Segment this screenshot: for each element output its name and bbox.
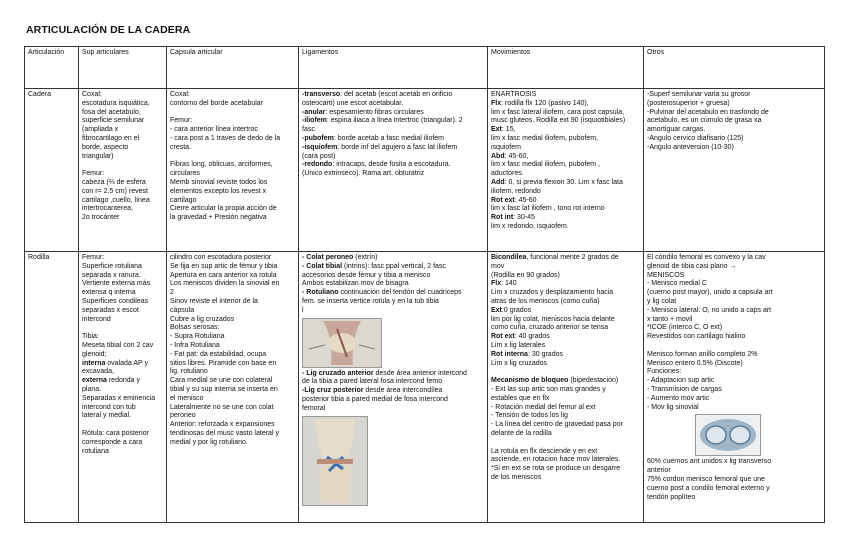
text-line: lig. rotuliano xyxy=(170,368,208,376)
text-line: 2o trocánter xyxy=(82,214,120,222)
text-line: Meseta tibial con 2 cav xyxy=(82,341,154,349)
text-line: excavada, xyxy=(82,368,114,376)
text-line: extensa q interna xyxy=(82,289,136,297)
text-line: Anterior: reforzada x expansiones xyxy=(170,421,275,429)
text-line: rotuliana xyxy=(82,447,109,455)
text-line: cabeza (⅔ de esfera xyxy=(82,178,146,186)
text-line: de los meniscos xyxy=(491,473,542,481)
text-line: cilindro con escotadura posterior xyxy=(170,254,272,261)
text-line: glenoid de tibia casi plano → xyxy=(647,262,737,270)
text-line xyxy=(491,368,640,377)
text-line: - Transmision de cargas xyxy=(647,385,722,393)
text-line: MENISCOS xyxy=(647,271,685,279)
rodilla-sup xyxy=(79,252,167,523)
text-line: lateral y medial. xyxy=(82,412,132,420)
header-sup-articulares: Sup articulares xyxy=(79,47,167,89)
rodilla-otros xyxy=(644,252,825,523)
text-line: corresponde a cara xyxy=(82,438,143,446)
knee-cruciate-image xyxy=(302,416,368,506)
text-line: - cara post a 1 traves de dedo de la xyxy=(170,134,281,142)
text-line xyxy=(82,421,163,430)
text-line: Ext: 15, xyxy=(491,126,516,134)
text-line: lim x fasc medial iliofem, pubofem , xyxy=(491,161,600,169)
text-line: peroneo xyxy=(170,412,196,420)
text-line: delante de la rodilla xyxy=(491,429,552,437)
text-line: intertrocanterea, xyxy=(82,205,133,213)
text-line: triangular) xyxy=(82,152,114,160)
cadera-movimientos xyxy=(488,89,644,252)
text-line: Cierre articular la propia acción de xyxy=(170,205,277,213)
text-line: (Rodilla en 90 grados) xyxy=(491,271,560,279)
text-line: Revestidos con cartilago hialino xyxy=(647,333,746,341)
text-line: fem. se inserta vertice rotula y en la tub tibia xyxy=(302,297,439,305)
text-line: *Si en ext se rota se produce un desgarre xyxy=(491,465,621,473)
text-line: -Angulo cervico diafisario (125) xyxy=(647,134,744,142)
text-line xyxy=(170,153,295,162)
text-line: medial y por lig rotuliano. xyxy=(170,438,248,446)
header-movimientos: Movimientos xyxy=(488,47,644,89)
text-line: lim x fasc medial iliofem, pubofem, xyxy=(491,134,598,142)
text-line: Fibras long, oblicuas, arciformes, xyxy=(170,161,273,169)
text-line: - Tensión de todos los lig xyxy=(491,412,568,420)
text-line: Lim x lig laterales xyxy=(491,341,546,349)
text-line: Lim x cruzados y desplazamiento hacia xyxy=(491,289,614,297)
text-line: con r= 2,5 cm) revest xyxy=(82,187,148,195)
text-line: osteocarti) une escot acetabular. xyxy=(302,99,404,107)
text-line: (cara post) xyxy=(302,152,336,160)
text-line: tibial y su sup interna se inserta en xyxy=(170,385,278,393)
text-line: estables que en flx xyxy=(491,394,550,402)
text-line: intercond xyxy=(82,315,111,323)
row-rodilla xyxy=(25,252,825,523)
cadera-ligamentos xyxy=(299,89,488,252)
text-line: el menisco xyxy=(170,394,204,402)
text-line: x tanto + movil xyxy=(647,315,693,323)
text-line: 75% cordon menisco femoral que une xyxy=(647,475,765,483)
text-line: cuerno post a condilo femoral externo y xyxy=(647,484,770,492)
text-line: interna ovalada AP y xyxy=(82,359,149,367)
text-line: mov xyxy=(491,262,505,270)
text-line: lim x fasc lateral iliofem, cara post capsula, xyxy=(491,108,625,116)
text-line: Superficie rotuliana xyxy=(82,262,142,270)
text-line: tendinosas del musc vasto lateral y xyxy=(170,429,279,437)
text-line xyxy=(82,161,163,170)
text-line: femoral xyxy=(302,404,326,412)
text-line: Tibia: xyxy=(82,333,99,341)
rodilla-otros-top xyxy=(647,254,821,412)
text-line: Abd: 45-60, xyxy=(491,152,529,160)
anatomy-table xyxy=(24,46,825,523)
knee-anatomy-image xyxy=(302,318,382,368)
text-line xyxy=(82,324,163,333)
text-line: iliofem, redondo xyxy=(491,187,541,195)
text-line: Femur: xyxy=(82,254,105,261)
text-line: - Colat peroneo (extrín) xyxy=(302,254,378,261)
text-line: y lig colat xyxy=(647,297,677,305)
text-line: Lim x lig cruzados xyxy=(491,359,548,367)
text-line: Rot interna: 30 grados xyxy=(491,350,563,358)
text-line: posterior tibia a pared medial de fosa intercond xyxy=(302,395,448,403)
text-line: Coxal: xyxy=(82,91,102,98)
text-line: aductores. xyxy=(491,170,524,178)
document-title: ARTICULACIÓN DE LA CADERA xyxy=(26,24,191,36)
text-line: (cuerno post mayor), unido a capsula art xyxy=(647,289,773,297)
rodilla-name: Rodilla xyxy=(25,252,79,523)
text-line: Se fija en sup artic de fémur y tibia xyxy=(170,262,278,270)
text-line: - Supra Rotuliana xyxy=(170,333,225,341)
text-line: fosa del acetabulo, xyxy=(82,108,141,116)
text-line: intercond con tub xyxy=(82,403,136,411)
text-line: Rot ext: 45-60 xyxy=(491,196,537,204)
cadera-name: Cadera xyxy=(25,89,79,252)
text-line: - Rotuliano continuación del tendón del cuadriceps xyxy=(302,289,462,297)
text-line: -anular: espesamiento fibras circulares xyxy=(302,108,424,116)
text-line: Ext:0 grados xyxy=(491,306,532,314)
text-line: Cara medial se une con colateral xyxy=(170,377,273,385)
text-line: (Unico extrinseco). Rama art. obturatriz xyxy=(302,170,425,178)
text-line: l xyxy=(302,306,304,314)
text-line: Bolsas serosas: xyxy=(170,324,220,332)
header-ligamentos: Ligamentos xyxy=(299,47,488,89)
text-line: tendón poplíteo xyxy=(647,493,696,501)
rodilla-ligamentos-bottom xyxy=(302,370,484,414)
text-line: - La línea del centro de gravedad pasa por xyxy=(491,421,623,429)
text-line: como cuña, cruzado anterior se tensa xyxy=(491,324,609,332)
text-line: escotadura isquiática, xyxy=(82,99,150,107)
text-line: Sinov reviste el interior de la xyxy=(170,297,258,305)
text-line: externa redonda y xyxy=(82,377,140,385)
text-line: circulares xyxy=(170,170,200,178)
text-line: Coxal: xyxy=(170,91,190,98)
text-line: (ampliada x xyxy=(82,126,119,134)
cadera-otros xyxy=(644,89,825,252)
text-line: elementos excepto los revest x xyxy=(170,187,267,195)
text-line: Menisco forman anillo completo 2% xyxy=(647,350,758,358)
text-line xyxy=(170,109,295,118)
text-line: - Menisco lateral: O, no unido a caps art xyxy=(647,306,772,314)
text-line: la gravedad + Presión negativa xyxy=(170,214,267,222)
text-line: cápsula xyxy=(170,306,195,314)
text-line: - Menisco medial C xyxy=(647,280,707,288)
text-line: -redondo: intracaps, desde fosita a escotadura. xyxy=(302,161,451,169)
text-line: (posterosuperior + gruesa) xyxy=(647,99,730,107)
text-line: asciende, en rotacion hace mov laterales. xyxy=(491,456,621,464)
text-line: separadas x escot xyxy=(82,306,139,314)
text-line: Vertiente externa más xyxy=(82,280,151,288)
text-line: cartilago ,cuello, línea xyxy=(82,196,150,204)
text-line: - Colat tibial (intrins): fasc ppal vertical, 2 fasc xyxy=(302,262,446,270)
text-line: Cubre a lig cruzados xyxy=(170,315,235,323)
text-line: -Superf semilunar varia su grosor xyxy=(647,91,751,98)
text-line: anterior xyxy=(647,467,671,475)
header-row xyxy=(25,47,825,89)
text-line: - Aumento mov artic xyxy=(647,394,710,402)
text-line: Flx: rodilla flx 120 (pasivo 140), xyxy=(491,99,589,107)
text-line: accesorios desde fémur y tibia a menisco xyxy=(302,271,431,279)
header-articulacion: Articulación xyxy=(25,47,79,89)
rodilla-ligamentos xyxy=(299,252,488,523)
text-line: Superficies condileas xyxy=(82,297,149,305)
text-line: amortiguar cargas. xyxy=(647,126,706,134)
text-line: - Fat pat: da estabilidad, ocupa xyxy=(170,350,267,358)
text-line: -Pulvinar del acetabulo en trasfondo de xyxy=(647,108,769,116)
rodilla-otros-bottom xyxy=(647,458,821,502)
text-line: atras de los meniscos (como cuña) xyxy=(491,297,600,305)
text-line xyxy=(647,342,821,351)
text-line: lim por lig colat, meniscos hacia delante xyxy=(491,315,615,323)
text-line: de la tibia a pared lateral fosa intercond femo xyxy=(302,378,443,386)
text-line: isquiofem xyxy=(491,143,521,151)
text-line: -pubofem: borde acetab a fasc medial iliofem xyxy=(302,134,445,142)
text-line: fibrocartilago en el xyxy=(82,134,140,142)
text-line: cresta. xyxy=(170,143,192,151)
cadera-capsula xyxy=(167,89,299,252)
text-line: superficie semilunar xyxy=(82,117,145,125)
text-line: Add: 0, si previa flexion 30. Lim x fasc lata xyxy=(491,178,623,186)
text-line: separada x ranura. xyxy=(82,271,141,279)
text-line: Mecanismo de bloqueo (bipedestación) xyxy=(491,377,619,385)
text-line: Rot int: 30-45 xyxy=(491,214,535,222)
text-line: fasc xyxy=(302,126,315,134)
text-line: Lateralmente no se une con colat xyxy=(170,403,274,411)
text-line: lim x fasc lat iliofem , tono rot interno xyxy=(491,205,605,213)
text-line: borde, aspecto xyxy=(82,143,129,151)
text-line: Memb sinovial reviste todos los xyxy=(170,178,268,186)
rodilla-movimientos xyxy=(488,252,644,523)
text-line: - cara anterior línea intertroc xyxy=(170,126,258,134)
text-line: sitios libres. Piramide con base en xyxy=(170,359,277,367)
text-line: lim x redondo, isquiofem. xyxy=(491,222,569,230)
text-line: - Ext las sup artic son mas grandes y xyxy=(491,385,606,393)
text-line: ENARTROSIS xyxy=(491,91,537,98)
text-line: -Lig cruz posterior desde área intercondílea xyxy=(302,387,443,395)
text-line: - Rotación medial del femur al ext xyxy=(491,403,596,411)
text-line: *ICOE (interco C, O ext) xyxy=(647,324,723,332)
text-line: El cóndilo femoral es convexo y la cav xyxy=(647,254,766,261)
header-otros: Otros xyxy=(644,47,825,89)
text-line: Rot ext: 40 grados xyxy=(491,333,550,341)
text-line: contorno del borde acetabular xyxy=(170,99,264,107)
text-line: Funciones: xyxy=(647,368,682,376)
text-line: Flx: 140 xyxy=(491,280,517,288)
text-line: -transverso: del acetab (escot acetab en orificio xyxy=(302,91,453,98)
text-line: -Angulo anteversion (10-30) xyxy=(647,143,734,151)
text-line: acetabulo, es un cúmulo de grasa xa xyxy=(647,117,762,125)
text-line: Los meniscos dividen la sinovial en xyxy=(170,280,280,288)
text-line: - Adaptacion sup artic xyxy=(647,377,715,385)
rodilla-ligamentos-top xyxy=(302,254,484,316)
text-line: Apertura en cara anterior xa rotula xyxy=(170,271,277,279)
text-line: La rotula en flx desciende y en ext xyxy=(491,447,598,455)
header-capsula: Capsula articular xyxy=(167,47,299,89)
text-line: Menisco entero 0.5% (Discote) xyxy=(647,359,743,367)
text-line: Rótula: cara posterior xyxy=(82,429,149,437)
text-line: Bicondílea, funcional mente 2 grados de xyxy=(491,254,619,261)
text-line: 60% cuernos ant unidos x lig transverso xyxy=(647,458,772,466)
text-line: cartilago xyxy=(170,196,197,204)
text-line: - Infra Rotuliana xyxy=(170,341,220,349)
text-line: glenoid; xyxy=(82,350,107,358)
text-line: Ambos estabilizan mov de bisagra xyxy=(302,280,409,288)
text-line xyxy=(491,439,640,448)
text-line: Femur: xyxy=(170,117,193,125)
text-line: Separadas x eminencia xyxy=(82,394,156,402)
text-line: musc gluteos. Rodilla ext 90 (isquiotibiales) xyxy=(491,117,626,125)
menisci-image xyxy=(695,414,761,456)
text-line: 2 xyxy=(170,289,174,297)
text-line: -iliofem: espina iliaca a linea intertroc (triangular). 2 xyxy=(302,117,463,125)
rodilla-capsula xyxy=(167,252,299,523)
text-line: Femur: xyxy=(82,170,105,178)
text-line: plana. xyxy=(82,385,102,393)
text-line: - Mov lig sinovial xyxy=(647,403,699,411)
text-line: - Lig cruzado anterior desde área anterior intercond xyxy=(302,369,467,377)
cadera-sup xyxy=(79,89,167,252)
row-cadera xyxy=(25,89,825,252)
text-line: -isquiofem: borde inf del agujero a fasc lat iliofem xyxy=(302,143,458,151)
